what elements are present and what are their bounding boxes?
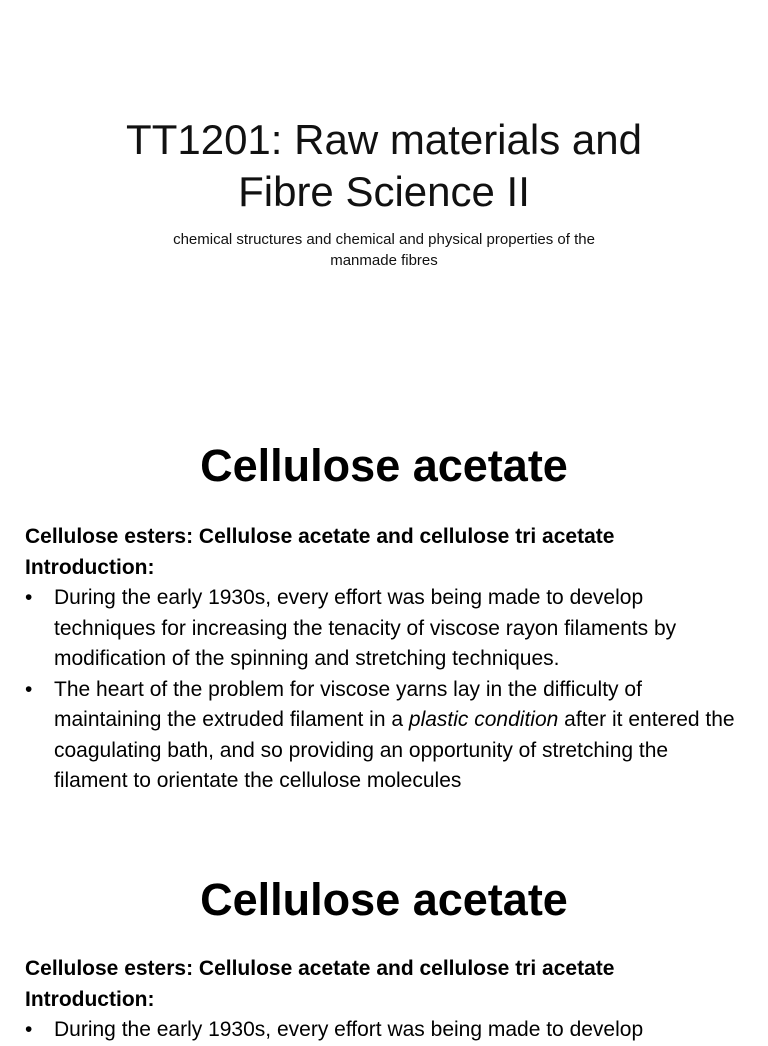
bullet-text-part-2: after it entered the coagulating bath, and so providing an opportunity of stretching the filament to orientate the cellulose molecules [54, 708, 735, 792]
presentation-title [0, 114, 768, 218]
slide-heading: Cellulose acetate [200, 440, 568, 491]
bullet-item [25, 583, 740, 675]
title-line-2: Fibre Science II [238, 168, 530, 215]
bullet-icon: • [25, 586, 33, 609]
bullet-text: During the early 1930s, every effort was being made to develop [54, 1018, 644, 1041]
slide-heading: Cellulose acetate [200, 874, 568, 925]
slide-subheading: Cellulose esters: Cellulose acetate and cellulose tri acetate [25, 525, 615, 548]
bullet-list [25, 583, 740, 797]
bullet-item [25, 1015, 740, 1046]
subtitle-line-2: manmade fibres [330, 252, 438, 269]
subtitle-line-1: chemical structures and chemical and physical properties of the [173, 231, 595, 248]
bullet-text-part-1: The heart of the problem for viscose yarns lay in the difficulty of maintaining the extruded filament in a [54, 677, 642, 731]
bullet-item [25, 675, 740, 797]
bullet-icon: • [25, 1018, 33, 1041]
introduction-label: Introduction: [25, 987, 155, 1011]
content-slide [0, 432, 768, 864]
slide-subheading: Cellulose esters: Cellulose acetate and cellulose tri acetate [25, 957, 615, 980]
slide-body [25, 954, 740, 1046]
title-slide [0, 0, 768, 432]
presentation-subtitle [120, 229, 648, 271]
content-slide [0, 864, 768, 1041]
bullet-list [25, 1015, 740, 1046]
bullet-text-italic: plastic condition [408, 708, 559, 731]
title-line-1: TT1201: Raw materials and [126, 116, 642, 163]
slide-body [25, 522, 740, 797]
introduction-label: Introduction: [25, 555, 155, 579]
bullet-icon: • [25, 677, 33, 701]
bullet-text: During the early 1930s, every effort was being made to develop techniques for increasing the tenacity of viscose rayon filaments by modification of the spinning and stretching techniques. [54, 586, 677, 670]
